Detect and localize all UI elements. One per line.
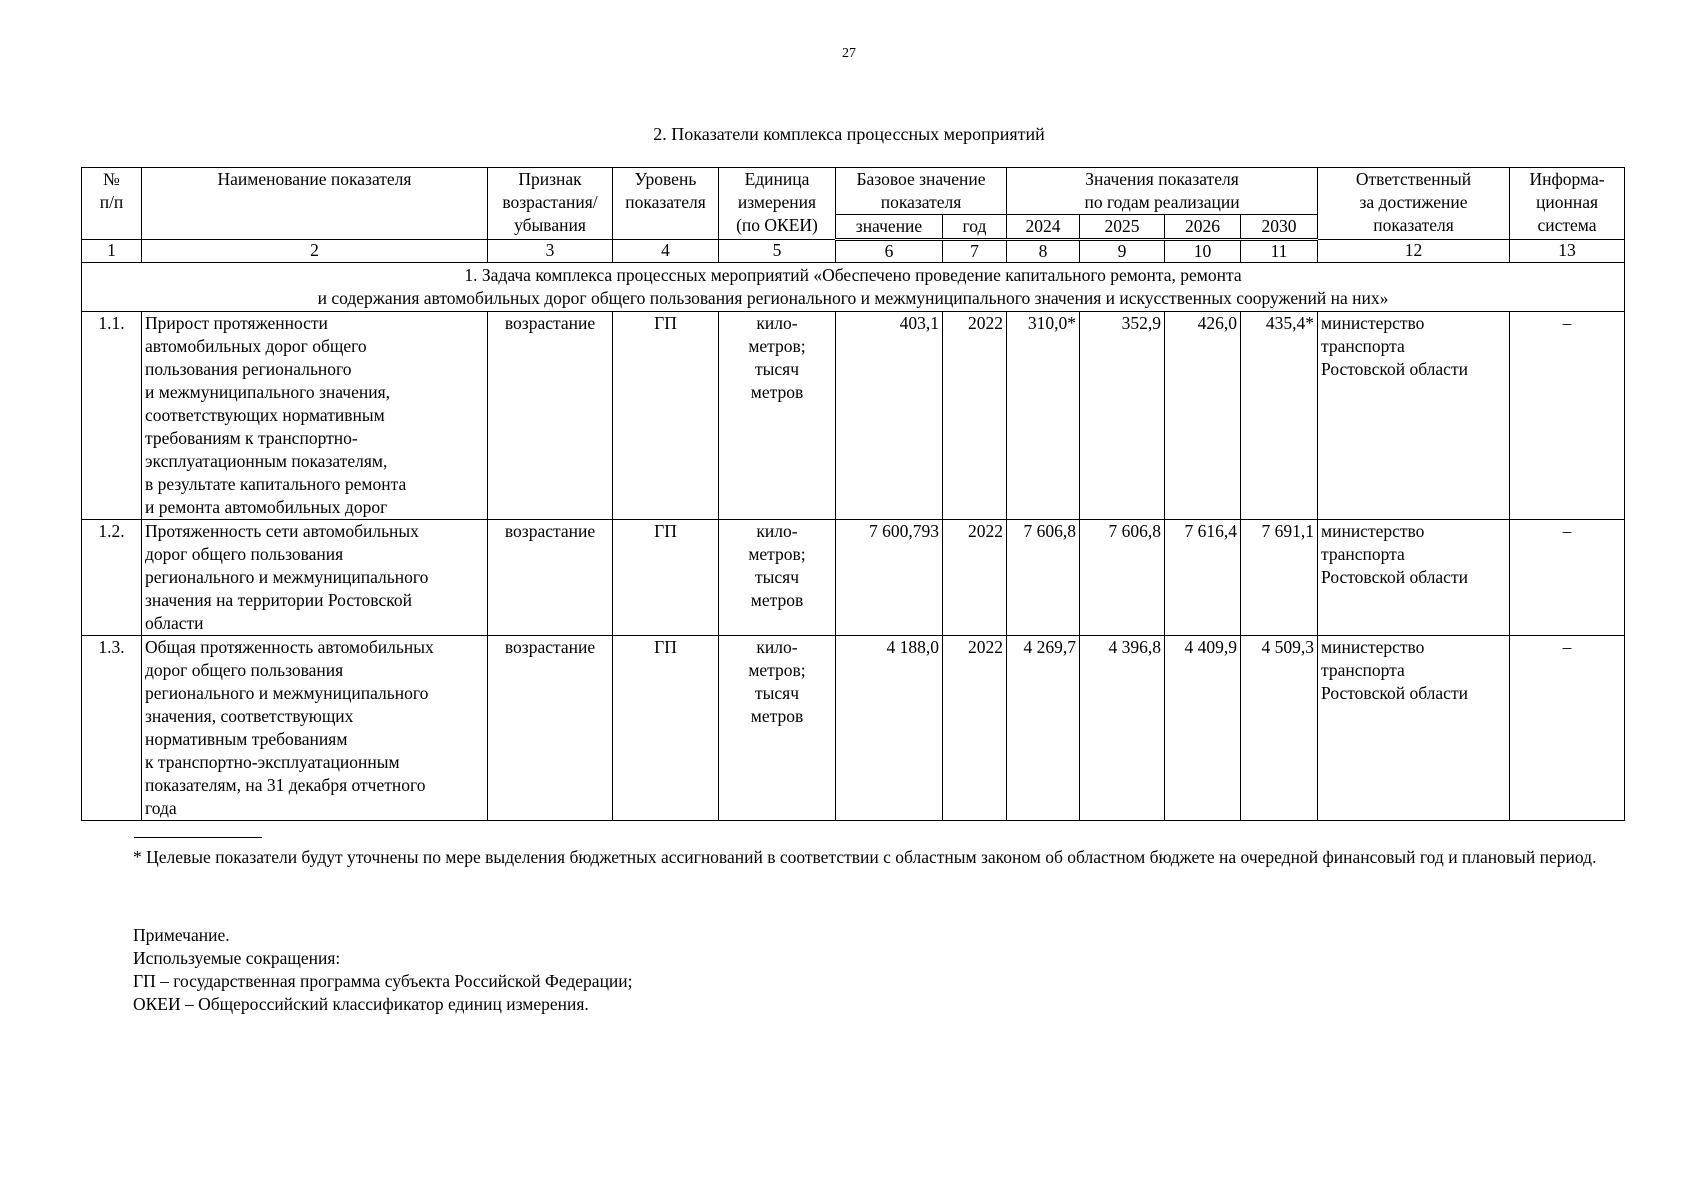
row-level: ГП (613, 312, 719, 520)
header-year-2030: 2030 (1241, 215, 1318, 240)
column-number: 8 (1007, 240, 1080, 263)
row-value-2024: 310,0* (1007, 312, 1080, 520)
row-responsible: министерство транспорта Ростовской области (1318, 312, 1510, 520)
row-unit: кило- метров; тысяч метров (719, 312, 836, 520)
column-number: 7 (943, 240, 1007, 263)
notes (133, 924, 633, 1016)
row-info: – (1510, 636, 1625, 821)
column-number: 12 (1318, 240, 1510, 263)
column-number: 4 (613, 240, 719, 263)
row-unit: кило- метров; тысяч метров (719, 520, 836, 636)
header-unit: Единица измерения (по ОКЕИ) (719, 168, 836, 240)
header-level: Уровень показателя (613, 168, 719, 240)
row-value-2030: 7 691,1 (1241, 520, 1318, 636)
column-number: 5 (719, 240, 836, 263)
row-value-2030: 4 509,3 (1241, 636, 1318, 821)
column-number: 9 (1080, 240, 1165, 263)
row-base-year: 2022 (943, 636, 1007, 821)
row-value-2025: 7 606,8 (1080, 520, 1165, 636)
row-info: – (1510, 520, 1625, 636)
row-base-value: 4 188,0 (836, 636, 943, 821)
column-number: 2 (142, 240, 488, 263)
header-num: № п/п (82, 168, 142, 240)
indicators-table (81, 167, 1625, 821)
header-sign: Признак возрастания/ убывания (488, 168, 613, 240)
row-value-2026: 7 616,4 (1165, 520, 1241, 636)
row-sign: возрастание (488, 636, 613, 821)
row-value-2025: 352,9 (1080, 312, 1165, 520)
row-value-2026: 426,0 (1165, 312, 1241, 520)
column-number: 6 (836, 240, 943, 263)
row-unit: кило- метров; тысяч метров (719, 636, 836, 821)
footnote-divider (134, 837, 262, 838)
row-base-value: 7 600,793 (836, 520, 943, 636)
note-line: ОКЕИ – Общероссийский классификатор единиц измерения. (133, 994, 589, 1014)
header-year-2026: 2026 (1165, 215, 1241, 240)
header-info: Информа- ционная система (1510, 168, 1625, 240)
row-responsible: министерство транспорта Ростовской области (1318, 636, 1510, 821)
column-number: 13 (1510, 240, 1625, 263)
header-responsible: Ответственный за достижение показателя (1318, 168, 1510, 240)
row-name: Общая протяженность автомобильных дорог общего пользования регионального и межмуниципального значения, соответствующих нормативным требованиям к транспортно-эксплуатационным показателям, на 31 декабря отчетного года (142, 636, 488, 821)
row-level: ГП (613, 636, 719, 821)
header-base: Базовое значение показателя (836, 168, 1007, 215)
section-title: 2. Показатели комплекса процессных мероприятий (653, 124, 1045, 144)
footnote: * Целевые показатели будут уточнены по мере выделения бюджетных ассигнований в соответствии с областным законом об областном бюджете на очередной финансовый год и плановый период. (133, 847, 1597, 867)
column-numbers-row (82, 240, 1625, 263)
row-base-year: 2022 (943, 520, 1007, 636)
header-base-year: год (943, 215, 1007, 240)
header-base-value: значение (836, 215, 943, 240)
row-value-2024: 7 606,8 (1007, 520, 1080, 636)
row-name: Протяженность сети автомобильных дорог общего пользования регионального и межмуниципального значения на территории Ростовской области (142, 520, 488, 636)
row-num: 1.3. (82, 636, 142, 821)
task-heading: 1. Задача комплекса процессных мероприятий «Обеспечено проведение капитального ремонта, ремонта и содержания автомобильных дорог общего пользования регионального и межмуниципального значения и искусственных сооружений на них» (82, 263, 1625, 312)
row-value-2026: 4 409,9 (1165, 636, 1241, 821)
table-row (82, 520, 1625, 636)
row-info: – (1510, 312, 1625, 520)
header-values: Значения показателя по годам реализации (1007, 168, 1318, 215)
note-line: ГП – государственная программа субъекта Российской Федерации; (133, 971, 633, 991)
note-heading: Примечание. (133, 925, 230, 945)
table-row (82, 636, 1625, 821)
column-number: 3 (488, 240, 613, 263)
row-base-value: 403,1 (836, 312, 943, 520)
header-year-2025: 2025 (1080, 215, 1165, 240)
row-responsible: министерство транспорта Ростовской области (1318, 520, 1510, 636)
header-name: Наименование показателя (142, 168, 488, 240)
row-value-2025: 4 396,8 (1080, 636, 1165, 821)
row-level: ГП (613, 520, 719, 636)
row-value-2030: 435,4* (1241, 312, 1318, 520)
row-num: 1.1. (82, 312, 142, 520)
row-name: Прирост протяженности автомобильных дорог общего пользования регионального и межмуниципального значения, соответствующих нормативным требованиям к транспортно- эксплуатационным показателям, в результате капитального ремонта и ремонта автомобильных дорог (142, 312, 488, 520)
page-number: 27 (842, 46, 856, 61)
row-sign: возрастание (488, 312, 613, 520)
row-sign: возрастание (488, 520, 613, 636)
row-base-year: 2022 (943, 312, 1007, 520)
row-num: 1.2. (82, 520, 142, 636)
table-row (82, 312, 1625, 520)
column-number: 1 (82, 240, 142, 263)
column-number: 10 (1165, 240, 1241, 263)
row-value-2024: 4 269,7 (1007, 636, 1080, 821)
header-year-2024: 2024 (1007, 215, 1080, 240)
note-line: Используемые сокращения: (133, 948, 341, 968)
task-row (82, 263, 1625, 312)
column-number: 11 (1241, 240, 1318, 263)
